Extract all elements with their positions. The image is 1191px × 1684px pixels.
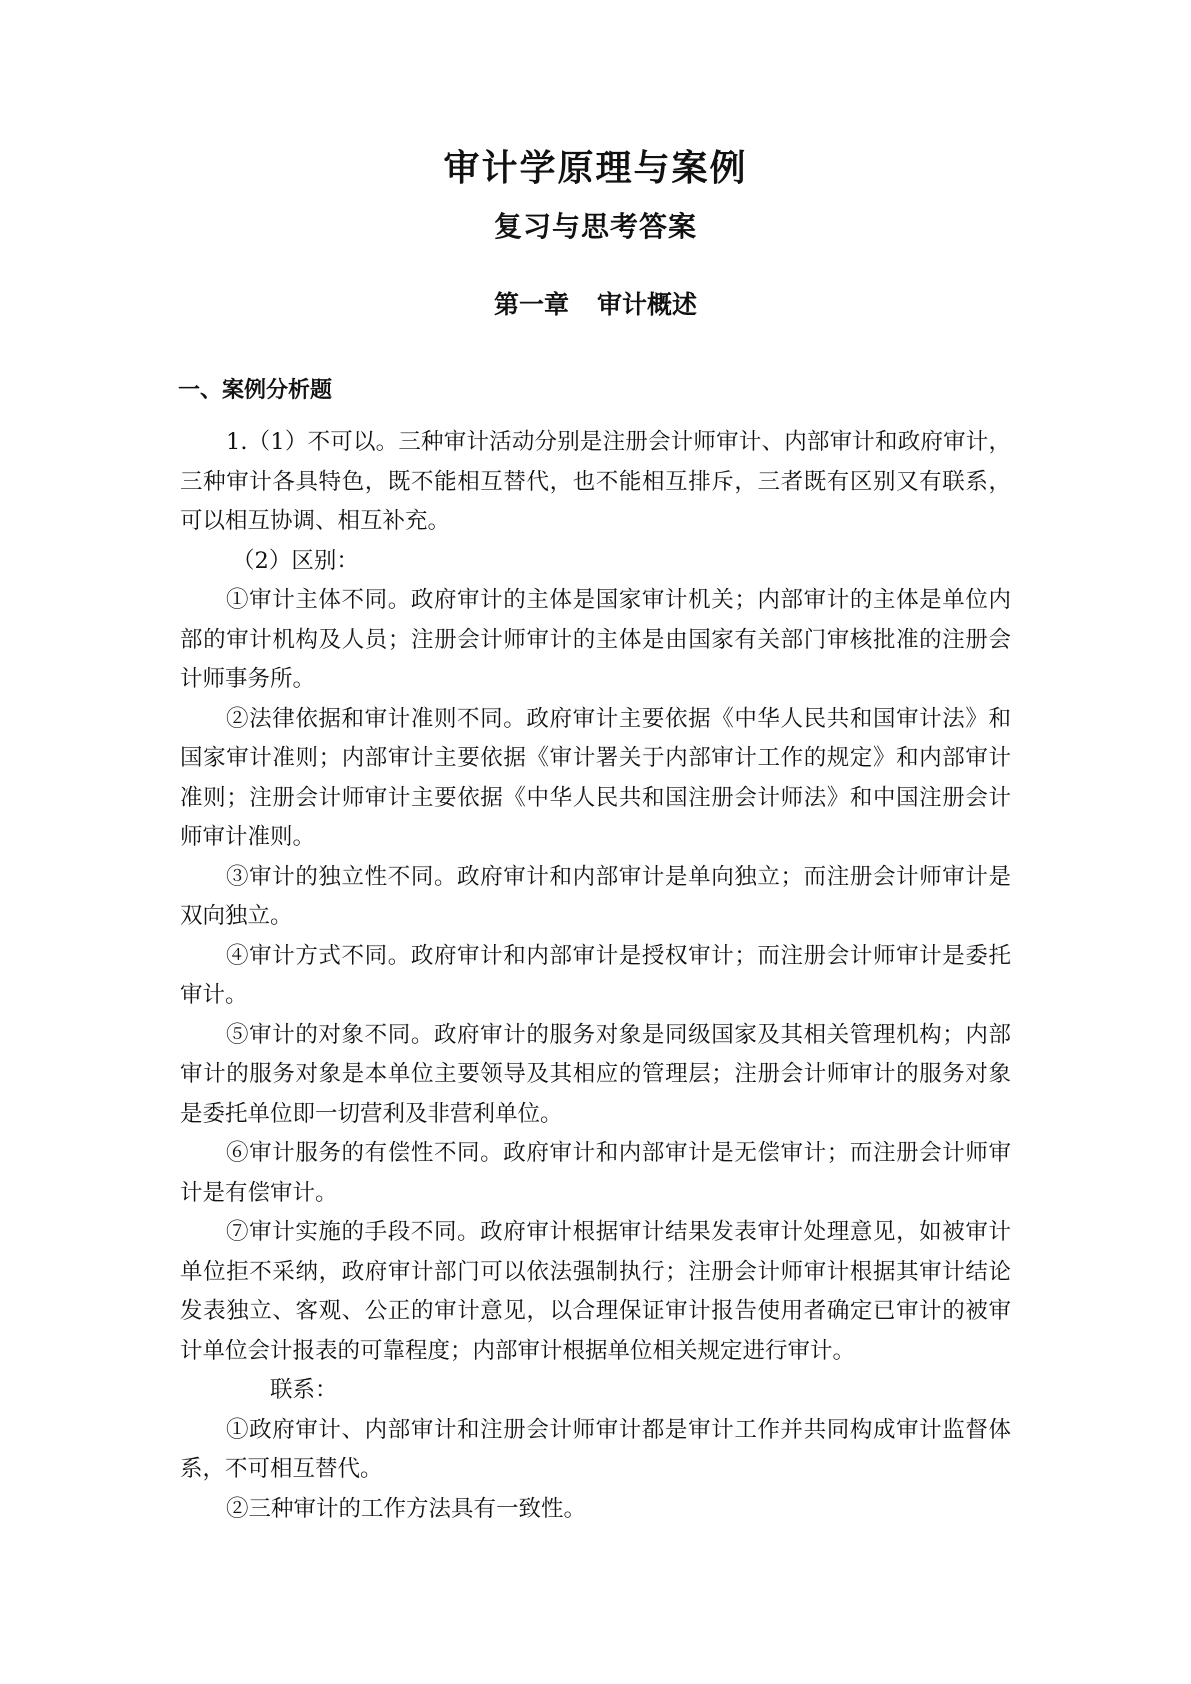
paragraph-difference-3: ③审计的独立性不同。政府审计和内部审计是单向独立；而注册会计师审计是双向独立。: [180, 863, 1011, 929]
paragraph-difference-6: ⑥审计服务的有偿性不同。政府审计和内部审计是无偿审计；而注册会计师审计是有偿审计。: [180, 1140, 1011, 1206]
chapter-name: 审计概述: [597, 290, 698, 319]
document-subtitle: 复习与思考答案: [493, 210, 697, 243]
paragraph-connection-2: ②三种审计的工作方法具有一致性。: [226, 1495, 587, 1522]
paragraph-connections-heading: 联系：: [270, 1377, 338, 1403]
paragraph-connection-1: ①政府审计、内部审计和注册会计师审计都是审计工作并共同构成审计监督体系，不可相互替代。: [180, 1416, 1011, 1482]
paragraph-answer-1: 1.（1）不可以。三种审计活动分别是注册会计师审计、内部审计和政府审计，三种审计各具特色，既不能相互替代，也不能相互排斥，三者既有区别又有联系，可以相互协调、相互补充。: [180, 429, 1011, 534]
paragraph-difference-7: ⑦审计实施的手段不同。政府审计根据审计结果发表审计处理意见，如被审计单位拒不采纳，政府审计部门可以依法强制执行；注册会计师审计根据其审计结论发表独立、客观、公正的审计意见，以合理保证审计报告使用者确定已审计的被审计单位会计报表的可靠程度；内部审计根据单位相关规定进行审计。: [180, 1219, 1011, 1364]
paragraph-difference-1: ①审计主体不同。政府审计的主体是国家审计机关；内部审计的主体是单位内部的审计机构及人员；注册会计师审计的主体是由国家有关部门审核批准的注册会计师事务所。: [180, 587, 1011, 692]
chapter-heading: [0, 285, 1191, 321]
paragraph-difference-4: ④审计方式不同。政府审计和内部审计是授权审计；而注册会计师审计是委托审计。: [180, 942, 1011, 1008]
paragraph-differences-heading: （2）区别：: [232, 547, 359, 574]
paragraph-difference-2: ②法律依据和审计准则不同。政府审计主要依据《中华人民共和国审计法》和国家审计准则；内部审计主要依据《审计署关于内部审计工作的规定》和内部审计准则；注册会计师审计主要依据《中华人民共和国注册会计师法》和中国注册会计师审计准则。: [180, 705, 1011, 850]
chapter-number: 第一章: [493, 290, 569, 319]
document-body: [180, 423, 1011, 1529]
section-heading: 一、案例分析题: [178, 377, 333, 403]
paragraph-difference-5: ⑤审计的对象不同。政府审计的服务对象是同级国家及其相关管理机构；内部审计的服务对象是本单位主要领导及其相应的管理层；注册会计师审计的服务对象是委托单位即一切营利及非营利单位。: [180, 1021, 1011, 1127]
document-title: 审计学原理与案例: [443, 147, 748, 189]
